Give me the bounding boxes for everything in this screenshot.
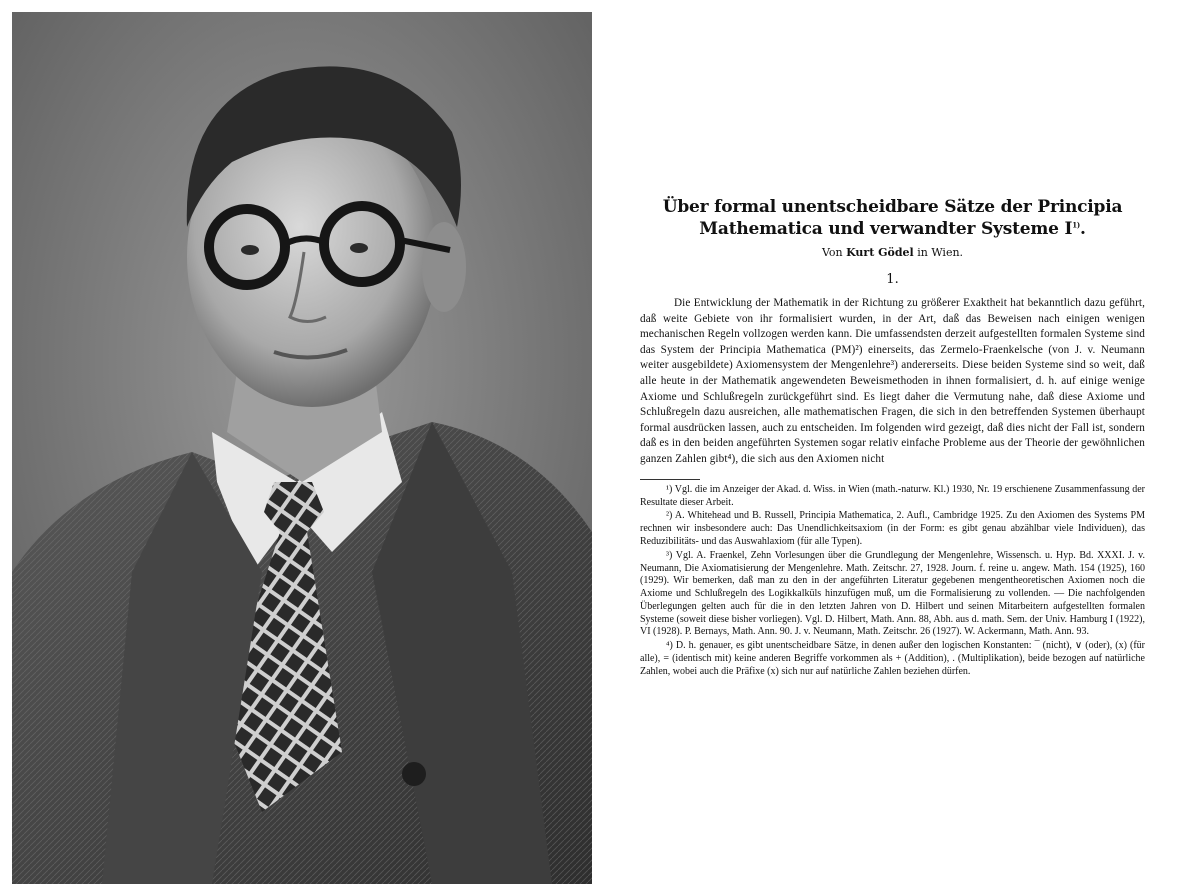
author-prefix: Von [821,246,843,259]
footnote-3: ³) Vgl. A. Fraenkel, Zehn Vorlesungen über die Grundlegung der Mengenlehre, Wissensch. u. Hyp. Bd. XXXI. J. v. Neumann, Die Axiomatisierung der Mengenlehre. Math. Zeitschr. 27, 1928. Journ. f. reine u. angew. Math. 154 (1925), 160 (1929). Wir bemerken, daß man zu den in der angeführten Literatur gegebenen mengentheoretischen Axiomen noch die Axiome und Schlußregeln des Logikkalküls hinzufügen muß, um die Formalisierung zu vollenden. — Die nachfolgenden Überlegungen gelten auch für die in den letzten Jahren von D. Hilbert und seinen Mitarbeitern aufgestellten formalen Systeme (soweit diese bisher vorliegen). Vgl. D. Hilbert, Math. Ann. 88, Abh. aus d. math. Sem. der Univ. Hamburg I (1922), VI (1928). P. Bernays, Math. Ann. 90. J. v. Neumann, Math. Zeitschr. 26 (1927). W. Ackermann, Math. Ann. 93. [640,549,1145,638]
body-paragraph: Die Entwicklung der Mathematik in der Richtung zu größerer Exaktheit hat bekanntlich dazu geführt, daß weite Gebiete von ihr formalisiert wurden, in der Art, daß das Beweisen nach einigen wenigen mechanischen Regeln vollzogen werden kann. Die umfassendsten derzeit aufgestellten formalen Systeme sind das System der Principia Mathematica (PM)²) einerseits, das Zermelo-Fraenkelsche (von J. v. Neumann weiter ausgebildete) Axiomensystem der Mengenlehre³) andererseits. Diese beiden Systeme sind so weit, daß alle heute in der Mathematik angewendeten Beweismethoden in ihnen formalisiert, d. h. auf einige wenige Axiome und Schlußregeln zurückgeführt sind. Es liegt daher die Vermutung nahe, daß diese Axiome und Schlußregeln dazu ausreichen, alle mathematischen Fragen, die sich in den betreffenden Systemen überhaupt formal ausdrücken lassen, auch zu entscheiden. Im folgenden wird gezeigt, daß dies nicht der Fall ist, sondern daß es in den beiden angeführten Systemen sogar relativ einfache Probleme aus der Theorie der gewöhnlichen ganzen Zahlen gibt⁴), die sich aus den Axiomen nicht [640,297,1145,465]
footnote-1: ¹) Vgl. die im Anzeiger der Akad. d. Wiss. in Wien (math.-naturw. Kl.) 1930, Nr. 19 erschienene Zusammenfassung der Resultate dieser Arbeit. [640,483,1145,508]
section-number: 1. [886,272,899,287]
title-line-2: Mathematica und verwandter Systeme I [699,219,1073,239]
footnote-2: ²) A. Whitehead und B. Russell, Principia Mathematica, 2. Aufl., Cambridge 1925. Zu den Axiomen des Systems PM rechnen wir insbesondere auch: Das Unendlichkeitsaxiom (in der Form: es gibt genau abzählbar viele Individuen), das Reduzibilitäts- und das Auswahlaxiom (für alle Typen). [640,510,1145,547]
footnotes [640,484,1145,679]
footnote-divider [640,479,700,480]
portrait-illustration [12,12,592,884]
author-suffix: in Wien. [917,246,964,259]
paper-page [640,196,1145,680]
title-line-1: Über formal unentscheidbare Sätze der Principia [662,197,1123,217]
author-line [640,246,1145,260]
title-footnote-marker: 1) [1072,220,1081,230]
author-name: Kurt Gödel [846,246,914,259]
footnote-4: ⁴) D. h. genauer, es gibt unentscheidbare Sätze, in denen außer den logischen Konstanten: ¯ (nicht), ∨ (oder), (x) (für alle), = (identisch mit) keine anderen Begriffe vorkommen als + (Addition), . (Multiplikation), beide bezogen auf natürliche Zahlen, wobei auch die Präfixe (x) sich nur auf natürliche Zahlen beziehen dürfen. [640,640,1145,677]
portrait-photo [12,12,592,884]
paper-title: Über formal unentscheidbare Sätze der Principia Mathematica und verwandter Systeme $I^{1)}$. [662,197,1123,239]
